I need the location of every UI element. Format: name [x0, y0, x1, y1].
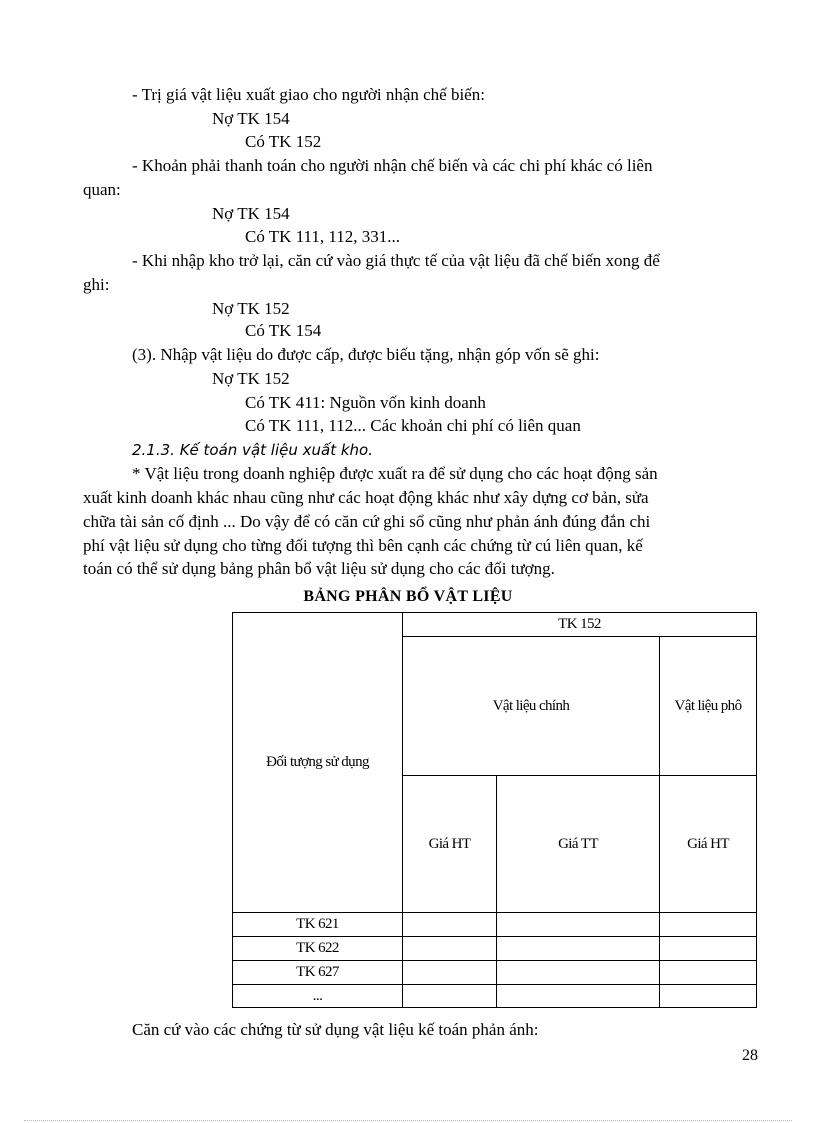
row-label: TK 621 [233, 913, 403, 937]
paragraph-line: * Vật liệu trong doanh nghiệp được xuất ra để sử dụng cho các hoạt động sản [132, 464, 658, 483]
table-cell [403, 913, 497, 937]
table-cell [660, 937, 757, 961]
page-number: 28 [742, 1047, 758, 1064]
debit-entry: Nợ TK 154 [212, 204, 290, 223]
price-header: Giá HT [660, 776, 757, 913]
credit-entry: Có TK 111, 112, 331... [245, 227, 401, 246]
price-header: Giá HT [403, 776, 497, 913]
paragraph-line: toán có thể sử dụng bảng phân bổ vật liệu sử dụng cho các đối tượng. [83, 559, 555, 578]
debit-entry: Nợ TK 154 [212, 109, 290, 128]
table-cell [660, 961, 757, 985]
table-cell [497, 913, 660, 937]
body-line: - Khi nhập kho trở lại, căn cứ vào giá thực tế của vật liệu đã chế biến xong để [132, 251, 660, 270]
row-label: ... [233, 985, 403, 1008]
row-label: TK 622 [233, 937, 403, 961]
table-title: BẢNG PHÂN BỔ VẬT LIỆU [303, 588, 513, 605]
table-cell [497, 937, 660, 961]
body-line: - Trị giá vật liệu xuất giao cho người nhận chế biến: [132, 85, 485, 104]
debit-entry: Nợ TK 152 [212, 369, 290, 388]
main-material-header: Vật liệu chính [403, 637, 660, 776]
debit-entry: Nợ TK 152 [212, 299, 290, 318]
body-line: ghi: [83, 275, 110, 294]
credit-entry: Có TK 411: Nguồn vốn kinh doanh [245, 393, 486, 412]
account-header: TK 152 [403, 613, 757, 637]
body-line: - Khoản phải thanh toán cho người nhận chế biến và các chi phí khác có liên [132, 156, 653, 175]
paragraph-line: xuất kinh doanh khác nhau cũng như các hoạt động khác như xây dựng cơ bản, sửa [83, 488, 649, 507]
table-cell [403, 961, 497, 985]
object-header: Đối tượng sử dụng [233, 613, 403, 913]
table-cell [403, 937, 497, 961]
price-header: Giá TT [497, 776, 660, 913]
row-label: TK 627 [233, 961, 403, 985]
table-cell [497, 961, 660, 985]
page-bottom-divider [24, 1120, 792, 1121]
body-line: (3). Nhập vật liệu do được cấp, được biếu tặng, nhận góp vốn sẽ ghi: [132, 345, 600, 364]
body-line: quan: [83, 180, 121, 199]
credit-entry: Có TK 152 [245, 132, 322, 151]
table-cell [497, 985, 660, 1008]
table-cell [403, 985, 497, 1008]
paragraph-line: chữa tài sản cố định ... Do vậy để có căn cứ ghi sổ cũng như phản ánh đúng đắn chi [83, 512, 651, 531]
allocation-table [232, 612, 757, 1008]
section-heading: 2.1.3. Kế toán vật liệu xuất kho. [132, 441, 373, 459]
table-cell [660, 913, 757, 937]
table-cell [660, 985, 757, 1008]
credit-entry: Có TK 154 [245, 321, 322, 340]
credit-entry: Có TK 111, 112... Các khoản chi phí có liên quan [245, 416, 581, 435]
paragraph-line: phí vật liệu sử dụng cho từng đối tượng thì bên cạnh các chứng từ cú liên quan, kế [83, 536, 643, 555]
closing-line: Căn cứ vào các chứng từ sử dụng vật liệu kế toán phản ánh: [132, 1020, 539, 1039]
aux-material-header: Vật liệu phô [660, 637, 757, 776]
